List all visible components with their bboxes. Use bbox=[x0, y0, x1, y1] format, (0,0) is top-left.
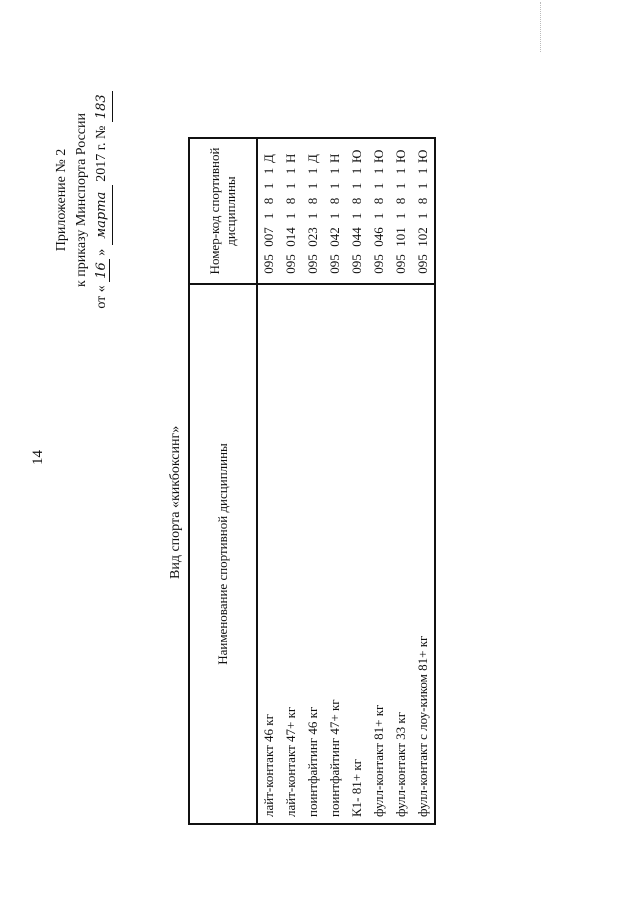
code-part: 095 bbox=[261, 254, 276, 274]
discipline-name: поинтфайтинг 47+ кг bbox=[324, 284, 346, 824]
code-part: 1 bbox=[349, 212, 364, 220]
discipline-code bbox=[346, 138, 368, 284]
discipline-code bbox=[368, 138, 390, 284]
discipline-name: лайт-контакт 46 кг bbox=[257, 284, 280, 824]
appendix-order: к приказу Минспорта России bbox=[74, 113, 89, 287]
discipline-code bbox=[280, 138, 302, 284]
header-discipline-name: Наименование спортивной дисциплины bbox=[189, 284, 257, 824]
code-part: 1 bbox=[349, 167, 364, 175]
discipline-code bbox=[390, 138, 412, 284]
code-part: 8 bbox=[393, 197, 408, 205]
code-part: 8 bbox=[349, 197, 364, 205]
code-part: 014 bbox=[283, 227, 298, 247]
code-part: 1 bbox=[305, 167, 320, 175]
code-part: Н bbox=[327, 153, 342, 163]
code-part: 101 bbox=[393, 227, 408, 247]
date-year: 2017 г. № bbox=[94, 125, 109, 182]
date-mid: » bbox=[94, 248, 109, 256]
code-part: 8 bbox=[327, 197, 342, 205]
handwritten-month: марта bbox=[92, 185, 113, 245]
page-number: 14 bbox=[30, 450, 46, 465]
code-part: 1 bbox=[393, 182, 408, 190]
code-part: 095 bbox=[283, 254, 298, 274]
table-row bbox=[390, 138, 412, 824]
handwritten-day: 16 bbox=[94, 259, 110, 282]
discipline-name: К1- 81+ кг bbox=[346, 284, 368, 824]
code-part: 1 bbox=[371, 182, 386, 190]
handwritten-order-number: 183 bbox=[92, 91, 113, 122]
discipline-code bbox=[412, 138, 435, 284]
code-part: 1 bbox=[327, 182, 342, 190]
code-part: 095 bbox=[415, 254, 430, 274]
code-part: 1 bbox=[327, 167, 342, 175]
table-row bbox=[368, 138, 390, 824]
table-row bbox=[324, 138, 346, 824]
code-part: 023 bbox=[305, 227, 320, 247]
table-header-row bbox=[189, 138, 257, 824]
code-part: 042 bbox=[327, 227, 342, 247]
table-row bbox=[257, 138, 280, 824]
header-discipline-code: Номер-код спортивной дисциплины bbox=[189, 138, 257, 284]
code-part: 1 bbox=[393, 212, 408, 220]
code-part: 095 bbox=[393, 254, 408, 274]
code-part: Ю bbox=[371, 149, 386, 163]
discipline-name: фулл-контакт с лоу-киком 81+ кг bbox=[412, 284, 435, 824]
discipline-name: фулл-контакт 33 кг bbox=[390, 284, 412, 824]
code-part: 8 bbox=[415, 197, 430, 205]
code-part: 1 bbox=[305, 212, 320, 220]
code-part: 044 bbox=[349, 227, 364, 247]
code-part: 095 bbox=[371, 254, 386, 274]
order-date-line bbox=[92, 55, 113, 345]
discipline-name: лайт-контакт 47+ кг bbox=[280, 284, 302, 824]
discipline-code bbox=[302, 138, 324, 284]
code-part: 102 bbox=[415, 227, 430, 247]
code-part: 095 bbox=[327, 254, 342, 274]
appendix-title: Приложение № 2 bbox=[54, 148, 69, 252]
code-part: 1 bbox=[327, 212, 342, 220]
discipline-code bbox=[324, 138, 346, 284]
code-part: Ю bbox=[393, 149, 408, 163]
discipline-name: фулл-контакт 81+ кг bbox=[368, 284, 390, 824]
code-part: 095 bbox=[305, 254, 320, 274]
code-part: Ю bbox=[415, 149, 430, 163]
code-part: 8 bbox=[283, 197, 298, 205]
code-part: 1 bbox=[283, 212, 298, 220]
code-part: 1 bbox=[371, 167, 386, 175]
code-part: 1 bbox=[415, 182, 430, 190]
code-part: Д bbox=[261, 154, 276, 163]
code-part: Ю bbox=[349, 149, 364, 163]
code-part: 8 bbox=[261, 197, 276, 205]
disciplines-table bbox=[188, 137, 436, 825]
discipline-code bbox=[257, 138, 280, 284]
code-part: 095 bbox=[349, 254, 364, 274]
code-part: 046 bbox=[371, 227, 386, 247]
code-part: Д bbox=[305, 154, 320, 163]
table-body bbox=[257, 138, 435, 824]
code-part: 1 bbox=[261, 212, 276, 220]
code-part: 1 bbox=[283, 182, 298, 190]
code-part: 1 bbox=[305, 182, 320, 190]
code-part: 1 bbox=[283, 167, 298, 175]
table-row bbox=[346, 138, 368, 824]
code-part: 1 bbox=[371, 212, 386, 220]
date-prefix: от « bbox=[94, 285, 109, 309]
table-row bbox=[412, 138, 435, 824]
table-row bbox=[280, 138, 302, 824]
sport-title: Вид спорта «кикбоксинг» bbox=[168, 425, 183, 579]
table-row bbox=[302, 138, 324, 824]
code-part: 1 bbox=[415, 212, 430, 220]
code-part: 1 bbox=[393, 167, 408, 175]
code-part: 8 bbox=[305, 197, 320, 205]
discipline-name: поинтфайтинг 46 кг bbox=[302, 284, 324, 824]
code-part: 1 bbox=[415, 167, 430, 175]
code-part: 1 bbox=[261, 182, 276, 190]
code-part: 1 bbox=[261, 167, 276, 175]
code-part: 8 bbox=[371, 197, 386, 205]
appendix-header bbox=[52, 55, 113, 345]
code-part: 007 bbox=[261, 227, 276, 247]
code-part: Н bbox=[283, 153, 298, 163]
code-part: 1 bbox=[349, 182, 364, 190]
